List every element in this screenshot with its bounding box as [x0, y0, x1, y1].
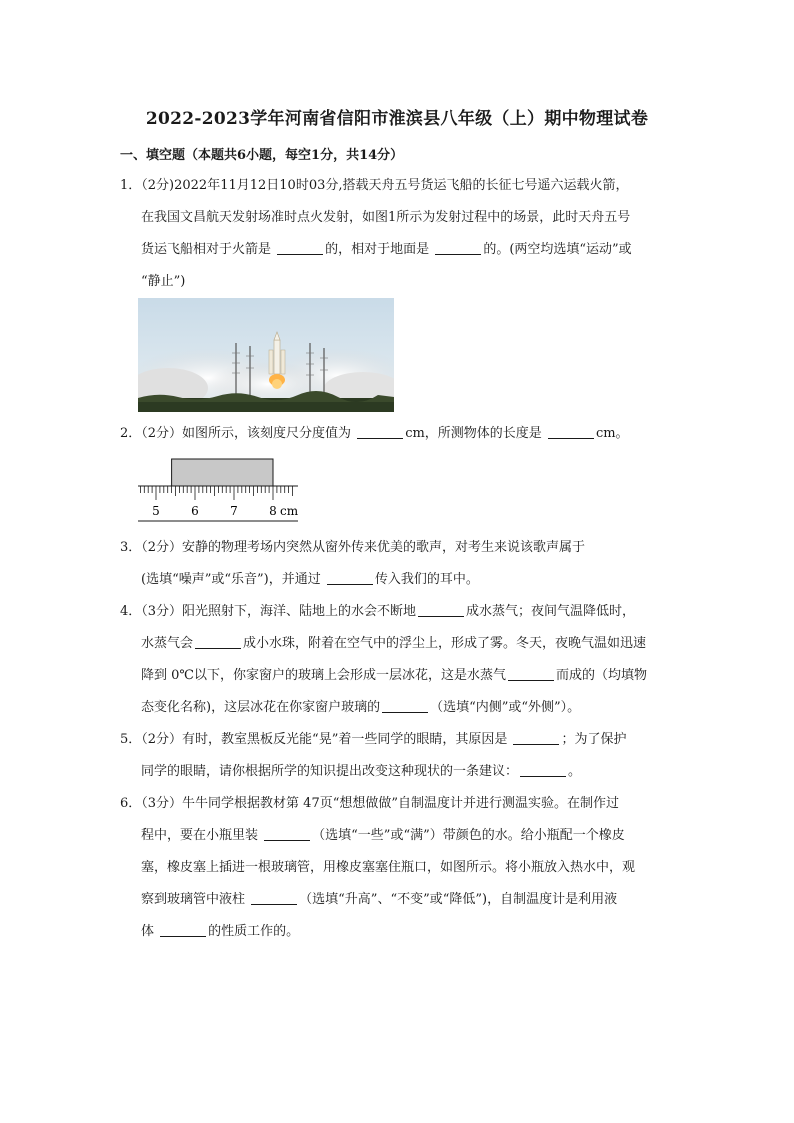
- q1-line-2: 在我国文昌航天发射场准时点火发射，如图1所示为发射过程中的场景，此时天舟五号: [141, 210, 631, 225]
- q6-text-e: 体: [141, 924, 155, 939]
- q6-text-a: 程中，要在小瓶里装: [141, 828, 259, 843]
- ruler-figure: [138, 455, 300, 523]
- q5-text-b: ；为了保护: [561, 732, 627, 747]
- section-heading: 一、填空题（本题共6小题，每空1分，共14分）: [120, 148, 404, 163]
- exam-title: 2022-2023学年河南省信阳市淮滨县八年级（上）期中物理试卷: [145, 109, 649, 129]
- q1-line-1: 1．（2分)2022年11月12日10时03分,搭载天舟五号货运飞船的长征七号遥六运载火箭，: [120, 178, 629, 193]
- q2-blank-2[interactable]: [548, 424, 594, 439]
- q4-line-3: [120, 660, 680, 692]
- q6-text-c: 察到玻璃管中液柱: [141, 892, 246, 907]
- ruler-label-5: 5: [152, 504, 160, 518]
- q5-text-d: 。: [568, 764, 582, 779]
- q3-text-b: 传入我们的耳中。: [374, 572, 479, 587]
- question-2: [120, 418, 680, 450]
- ruler-unit: cm: [280, 504, 299, 518]
- q4-blank-2[interactable]: [195, 634, 241, 649]
- ruler-label-7: 7: [230, 504, 238, 518]
- question-1: [120, 170, 680, 298]
- ruler-ticks: [140, 486, 292, 500]
- q4-text-c: 水蒸气会: [141, 636, 194, 651]
- q4-line-2: [120, 628, 680, 660]
- measured-object: [172, 459, 273, 486]
- q4-text-f: 而成的（均填物: [555, 668, 647, 683]
- q6-line-4: [120, 884, 680, 916]
- q4-line-4: [120, 692, 680, 724]
- q2-text-b: cm，所测物体的长度是: [405, 426, 542, 441]
- q6-text-d: （选填“升高”、“不变”或“降低”)，自制温度计是利用液: [299, 892, 618, 907]
- q5-line-2: [120, 756, 680, 788]
- q6-line-5: [120, 916, 680, 948]
- question-6: [120, 788, 680, 948]
- q6-blank-1[interactable]: [264, 826, 310, 841]
- q4-blank-1[interactable]: [418, 602, 464, 617]
- q1-blank-2[interactable]: [435, 240, 481, 255]
- q6-line-3: 塞，橡皮塞上插进一根玻璃管，用橡皮塞塞住瓶口，如图所示。将小瓶放入热水中，观: [141, 860, 636, 875]
- q2-text-c: cm。: [595, 426, 629, 441]
- q2-text-a: 2．（2分）如图所示，该刻度尺分度值为: [120, 426, 352, 441]
- q4-text-b: 成水蒸气；夜间气温降低时，: [466, 604, 636, 619]
- ruler-label-6: 6: [191, 504, 199, 518]
- question-5: [120, 724, 680, 788]
- question-3: [120, 532, 680, 596]
- q5-blank-2[interactable]: [520, 762, 566, 777]
- q1-text-c: 的。(两空均选填“运动”或: [483, 242, 632, 257]
- q4-blank-3[interactable]: [508, 666, 554, 681]
- q1-line-3: [120, 234, 680, 266]
- ruler-label-8: 8: [269, 504, 277, 518]
- q4-line-1: [120, 596, 680, 628]
- q2-line-1: [120, 418, 680, 450]
- q4-text-g: 态变化名称)，这层冰花在你家窗户玻璃的: [141, 700, 381, 715]
- question-4: [120, 596, 680, 724]
- q6-line-1: 6．（3分）牛牛同学根据教材第 47页“想想做做”自制温度计并进行测温实验。在制作过: [120, 796, 620, 811]
- q3-line-1: 3．（2分）安静的物理考场内突然从窗外传来优美的歌声，对考生来说该歌声属于: [120, 540, 586, 555]
- q4-text-e: 降到 0℃以下，你家窗户的玻璃上会形成一层冰花，这是水蒸气: [141, 668, 506, 683]
- q4-text-d: 成小水珠，附着在空气中的浮尘上，形成了雾。冬天，夜晚气温如迅速: [243, 636, 647, 651]
- q5-blank-1[interactable]: [513, 730, 559, 745]
- q1-blank-1[interactable]: [277, 240, 323, 255]
- q3-line-2: [120, 564, 680, 596]
- q6-blank-3[interactable]: [160, 922, 206, 937]
- q4-text-a: 4．（3分）阳光照射下，海洋、陆地上的水会不断地: [120, 604, 417, 619]
- q6-blank-2[interactable]: [251, 890, 297, 905]
- q5-line-1: [120, 724, 680, 756]
- q6-text-b: （选填“一些”或“满”）带颜色的水。给小瓶配一个橡皮: [312, 828, 625, 843]
- rocket-launch-photo: [138, 298, 394, 412]
- q6-text-f: 的性质工作的。: [208, 924, 300, 939]
- q1-text-a: 货运飞船相对于火箭是: [141, 242, 272, 257]
- q5-text-c: 同学的眼睛，请你根据所学的知识提出改变这种现状的一条建议：: [141, 764, 519, 779]
- q5-text-a: 5．（2分）有时，教室黑板反光能“晃”着一些同学的眼睛，其原因是: [120, 732, 508, 747]
- q3-text-a: (选填“噪声”或“乐音”)，并通过: [141, 572, 321, 587]
- q3-blank-1[interactable]: [327, 570, 373, 585]
- q4-blank-4[interactable]: [382, 698, 428, 713]
- q4-text-h: （选填“内侧”或“外侧”）。: [430, 700, 581, 715]
- q2-blank-1[interactable]: [357, 424, 403, 439]
- q1-text-b: 的，相对于地面是: [325, 242, 430, 257]
- q1-line-4: “静止”): [141, 274, 186, 289]
- q6-line-2: [120, 820, 680, 852]
